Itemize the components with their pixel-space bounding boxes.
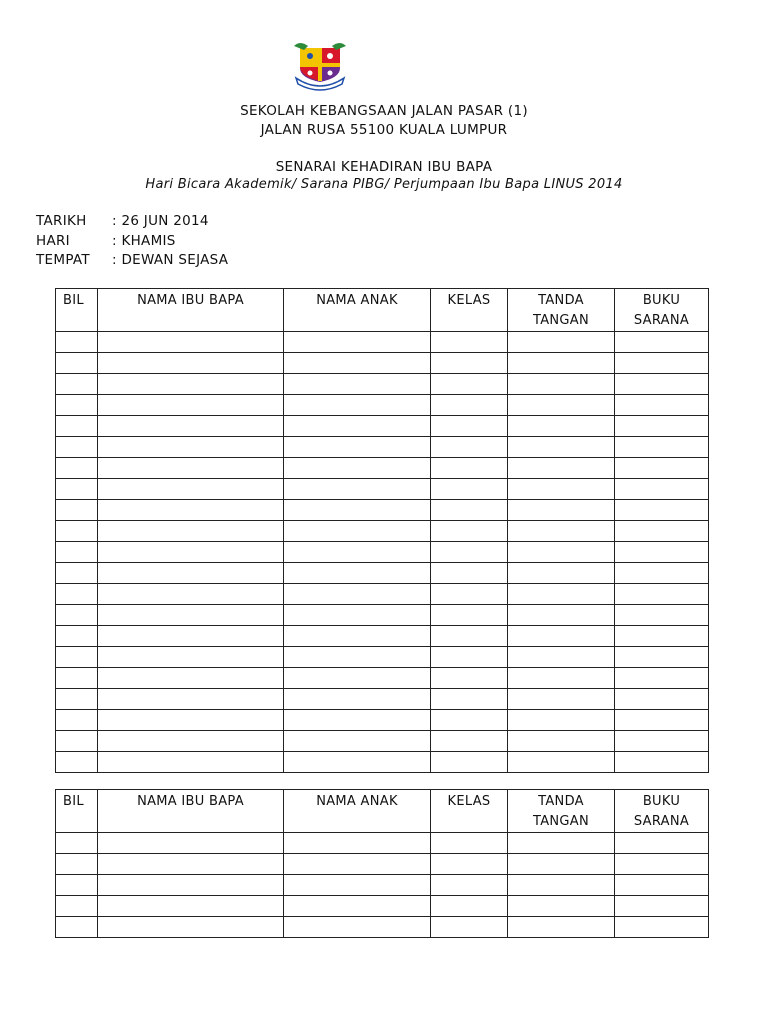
table-row xyxy=(56,584,709,605)
cell-buku-sarana xyxy=(615,479,709,500)
table-row xyxy=(56,626,709,647)
cell-nama-anak xyxy=(284,353,431,374)
cell-buku-sarana xyxy=(615,689,709,710)
table-row xyxy=(56,875,709,896)
cell-bil xyxy=(56,563,98,584)
cell-bil xyxy=(56,374,98,395)
cell-nama-ibu-bapa xyxy=(98,500,284,521)
cell-buku-sarana xyxy=(615,626,709,647)
cell-bil xyxy=(56,584,98,605)
cell-tanda-tangan xyxy=(508,626,615,647)
cell-buku-sarana xyxy=(615,437,709,458)
cell-bil xyxy=(56,647,98,668)
column-header-nama-ibu-bapa: NAMA IBU BAPA xyxy=(98,289,284,332)
cell-buku-sarana xyxy=(615,458,709,479)
cell-buku-sarana xyxy=(615,395,709,416)
cell-tanda-tangan xyxy=(508,458,615,479)
cell-tanda-tangan xyxy=(508,479,615,500)
cell-bil xyxy=(56,896,98,917)
cell-nama-ibu-bapa xyxy=(98,542,284,563)
cell-tanda-tangan xyxy=(508,854,615,875)
cell-tanda-tangan xyxy=(508,416,615,437)
cell-kelas xyxy=(431,833,508,854)
cell-tanda-tangan xyxy=(508,563,615,584)
cell-tanda-tangan xyxy=(508,896,615,917)
cell-nama-ibu-bapa xyxy=(98,437,284,458)
cell-nama-anak xyxy=(284,521,431,542)
cell-tanda-tangan xyxy=(508,332,615,353)
cell-kelas xyxy=(431,917,508,938)
cell-bil xyxy=(56,395,98,416)
cell-nama-anak xyxy=(284,500,431,521)
cell-nama-anak xyxy=(284,374,431,395)
cell-nama-anak xyxy=(284,854,431,875)
cell-bil xyxy=(56,854,98,875)
table-row xyxy=(56,542,709,563)
column-header-nama-anak: NAMA ANAK xyxy=(284,289,431,332)
cell-nama-anak xyxy=(284,896,431,917)
cell-kelas xyxy=(431,416,508,437)
column-header-bil: BIL xyxy=(56,289,98,332)
detail-value: : 26 JUN 2014 xyxy=(112,213,209,229)
cell-bil xyxy=(56,416,98,437)
cell-kelas xyxy=(431,500,508,521)
detail-label: TARIKH xyxy=(36,213,87,229)
cell-tanda-tangan xyxy=(508,689,615,710)
column-header-buku-sarana: BUKU SARANA xyxy=(615,790,709,833)
cell-buku-sarana xyxy=(615,374,709,395)
cell-nama-ibu-bapa xyxy=(98,647,284,668)
cell-buku-sarana xyxy=(615,647,709,668)
school-crest-icon xyxy=(290,38,350,92)
cell-nama-ibu-bapa xyxy=(98,854,284,875)
cell-kelas xyxy=(431,563,508,584)
cell-tanda-tangan xyxy=(508,584,615,605)
detail-value: : KHAMIS xyxy=(112,233,176,249)
cell-tanda-tangan xyxy=(508,542,615,563)
column-header-kelas: KELAS xyxy=(431,790,508,833)
document-subtitle: Hari Bicara Akademik/ Sarana PIBG/ Perjumpaan Ibu Bapa LINUS 2014 xyxy=(145,177,623,192)
table-row xyxy=(56,332,709,353)
table-header-row xyxy=(56,289,709,332)
cell-kelas xyxy=(431,437,508,458)
cell-bil xyxy=(56,752,98,773)
table-row xyxy=(56,896,709,917)
cell-nama-ibu-bapa xyxy=(98,626,284,647)
cell-bil xyxy=(56,353,98,374)
cell-tanda-tangan xyxy=(508,731,615,752)
cell-nama-ibu-bapa xyxy=(98,689,284,710)
cell-nama-ibu-bapa xyxy=(98,710,284,731)
cell-kelas xyxy=(431,896,508,917)
cell-nama-ibu-bapa xyxy=(98,353,284,374)
cell-nama-ibu-bapa xyxy=(98,458,284,479)
cell-kelas xyxy=(431,689,508,710)
cell-buku-sarana xyxy=(615,710,709,731)
school-name: SEKOLAH KEBANGSAAN JALAN PASAR (1) xyxy=(240,103,528,119)
cell-kelas xyxy=(431,542,508,563)
cell-nama-ibu-bapa xyxy=(98,374,284,395)
cell-bil xyxy=(56,458,98,479)
cell-kelas xyxy=(431,875,508,896)
cell-buku-sarana xyxy=(615,875,709,896)
table-row xyxy=(56,668,709,689)
cell-bil xyxy=(56,626,98,647)
cell-buku-sarana xyxy=(615,332,709,353)
cell-nama-anak xyxy=(284,437,431,458)
cell-nama-anak xyxy=(284,689,431,710)
attendance-table xyxy=(55,789,709,938)
column-header-nama-ibu-bapa: NAMA IBU BAPA xyxy=(98,790,284,833)
cell-nama-ibu-bapa xyxy=(98,833,284,854)
cell-bil xyxy=(56,875,98,896)
cell-nama-anak xyxy=(284,479,431,500)
cell-nama-ibu-bapa xyxy=(98,668,284,689)
cell-nama-anak xyxy=(284,668,431,689)
cell-buku-sarana xyxy=(615,605,709,626)
cell-kelas xyxy=(431,521,508,542)
cell-nama-ibu-bapa xyxy=(98,731,284,752)
cell-buku-sarana xyxy=(615,563,709,584)
cell-nama-anak xyxy=(284,605,431,626)
detail-label: HARI xyxy=(36,233,70,249)
table-row xyxy=(56,917,709,938)
cell-bil xyxy=(56,833,98,854)
cell-nama-ibu-bapa xyxy=(98,896,284,917)
table-row xyxy=(56,731,709,752)
column-header-tanda-tangan: TANDA TANGAN xyxy=(508,790,615,833)
cell-buku-sarana xyxy=(615,917,709,938)
cell-tanda-tangan xyxy=(508,353,615,374)
school-address: JALAN RUSA 55100 KUALA LUMPUR xyxy=(260,122,508,138)
table-row xyxy=(56,374,709,395)
table-header-row xyxy=(56,790,709,833)
cell-bil xyxy=(56,500,98,521)
cell-kelas xyxy=(431,395,508,416)
cell-nama-ibu-bapa xyxy=(98,479,284,500)
cell-tanda-tangan xyxy=(508,374,615,395)
table-row xyxy=(56,689,709,710)
cell-tanda-tangan xyxy=(508,668,615,689)
cell-kelas xyxy=(431,353,508,374)
table-row xyxy=(56,416,709,437)
cell-nama-anak xyxy=(284,563,431,584)
cell-buku-sarana xyxy=(615,500,709,521)
table-row xyxy=(56,437,709,458)
cell-kelas xyxy=(431,710,508,731)
cell-kelas xyxy=(431,458,508,479)
cell-kelas xyxy=(431,668,508,689)
cell-bil xyxy=(56,689,98,710)
cell-nama-ibu-bapa xyxy=(98,752,284,773)
cell-bil xyxy=(56,332,98,353)
table-row xyxy=(56,563,709,584)
cell-nama-ibu-bapa xyxy=(98,605,284,626)
cell-bil xyxy=(56,437,98,458)
table-row xyxy=(56,353,709,374)
cell-nama-anak xyxy=(284,647,431,668)
cell-bil xyxy=(56,542,98,563)
cell-bil xyxy=(56,731,98,752)
column-header-buku-sarana: BUKU SARANA xyxy=(615,289,709,332)
table-row xyxy=(56,854,709,875)
cell-tanda-tangan xyxy=(508,833,615,854)
cell-nama-anak xyxy=(284,416,431,437)
detail-row-day xyxy=(36,233,176,249)
cell-buku-sarana xyxy=(615,833,709,854)
cell-nama-ibu-bapa xyxy=(98,875,284,896)
cell-nama-ibu-bapa xyxy=(98,584,284,605)
cell-buku-sarana xyxy=(615,752,709,773)
cell-buku-sarana xyxy=(615,416,709,437)
detail-row-date xyxy=(36,213,209,229)
detail-row-venue xyxy=(36,252,228,268)
cell-tanda-tangan xyxy=(508,395,615,416)
document-title: SENARAI KEHADIRAN IBU BAPA xyxy=(275,159,493,175)
cell-nama-anak xyxy=(284,731,431,752)
column-header-bil: BIL xyxy=(56,790,98,833)
detail-value: : DEWAN SEJASA xyxy=(112,252,229,268)
cell-buku-sarana xyxy=(615,353,709,374)
cell-buku-sarana xyxy=(615,521,709,542)
cell-nama-anak xyxy=(284,542,431,563)
detail-label: TEMPAT xyxy=(36,252,90,268)
cell-nama-anak xyxy=(284,752,431,773)
cell-nama-anak xyxy=(284,332,431,353)
cell-kelas xyxy=(431,731,508,752)
cell-nama-anak xyxy=(284,458,431,479)
cell-nama-ibu-bapa xyxy=(98,395,284,416)
cell-bil xyxy=(56,668,98,689)
cell-bil xyxy=(56,710,98,731)
cell-tanda-tangan xyxy=(508,521,615,542)
cell-tanda-tangan xyxy=(508,710,615,731)
attendance-table xyxy=(55,288,709,773)
cell-nama-ibu-bapa xyxy=(98,521,284,542)
cell-tanda-tangan xyxy=(508,437,615,458)
column-header-nama-anak: NAMA ANAK xyxy=(284,790,431,833)
cell-bil xyxy=(56,917,98,938)
cell-tanda-tangan xyxy=(508,605,615,626)
cell-buku-sarana xyxy=(615,668,709,689)
cell-tanda-tangan xyxy=(508,500,615,521)
cell-tanda-tangan xyxy=(508,647,615,668)
cell-nama-anak xyxy=(284,626,431,647)
table-row xyxy=(56,710,709,731)
cell-nama-anak xyxy=(284,710,431,731)
table-row xyxy=(56,647,709,668)
column-header-tanda-tangan: TANDA TANGAN xyxy=(508,289,615,332)
table-row xyxy=(56,833,709,854)
table-row xyxy=(56,521,709,542)
table-row xyxy=(56,605,709,626)
cell-buku-sarana xyxy=(615,896,709,917)
column-header-kelas: KELAS xyxy=(431,289,508,332)
cell-nama-ibu-bapa xyxy=(98,917,284,938)
cell-bil xyxy=(56,521,98,542)
cell-tanda-tangan xyxy=(508,917,615,938)
cell-nama-anak xyxy=(284,833,431,854)
cell-tanda-tangan xyxy=(508,875,615,896)
cell-kelas xyxy=(431,332,508,353)
cell-kelas xyxy=(431,752,508,773)
table-row xyxy=(56,479,709,500)
cell-tanda-tangan xyxy=(508,752,615,773)
cell-nama-ibu-bapa xyxy=(98,416,284,437)
cell-buku-sarana xyxy=(615,731,709,752)
cell-buku-sarana xyxy=(615,584,709,605)
cell-buku-sarana xyxy=(615,854,709,875)
cell-nama-anak xyxy=(284,875,431,896)
cell-nama-ibu-bapa xyxy=(98,332,284,353)
cell-kelas xyxy=(431,374,508,395)
cell-nama-anak xyxy=(284,395,431,416)
table-row xyxy=(56,458,709,479)
table-row xyxy=(56,752,709,773)
cell-kelas xyxy=(431,626,508,647)
cell-bil xyxy=(56,479,98,500)
cell-kelas xyxy=(431,479,508,500)
cell-kelas xyxy=(431,584,508,605)
cell-nama-anak xyxy=(284,584,431,605)
cell-kelas xyxy=(431,854,508,875)
cell-bil xyxy=(56,605,98,626)
cell-buku-sarana xyxy=(615,542,709,563)
table-row xyxy=(56,500,709,521)
cell-nama-anak xyxy=(284,917,431,938)
cell-kelas xyxy=(431,605,508,626)
table-row xyxy=(56,395,709,416)
cell-kelas xyxy=(431,647,508,668)
cell-nama-ibu-bapa xyxy=(98,563,284,584)
